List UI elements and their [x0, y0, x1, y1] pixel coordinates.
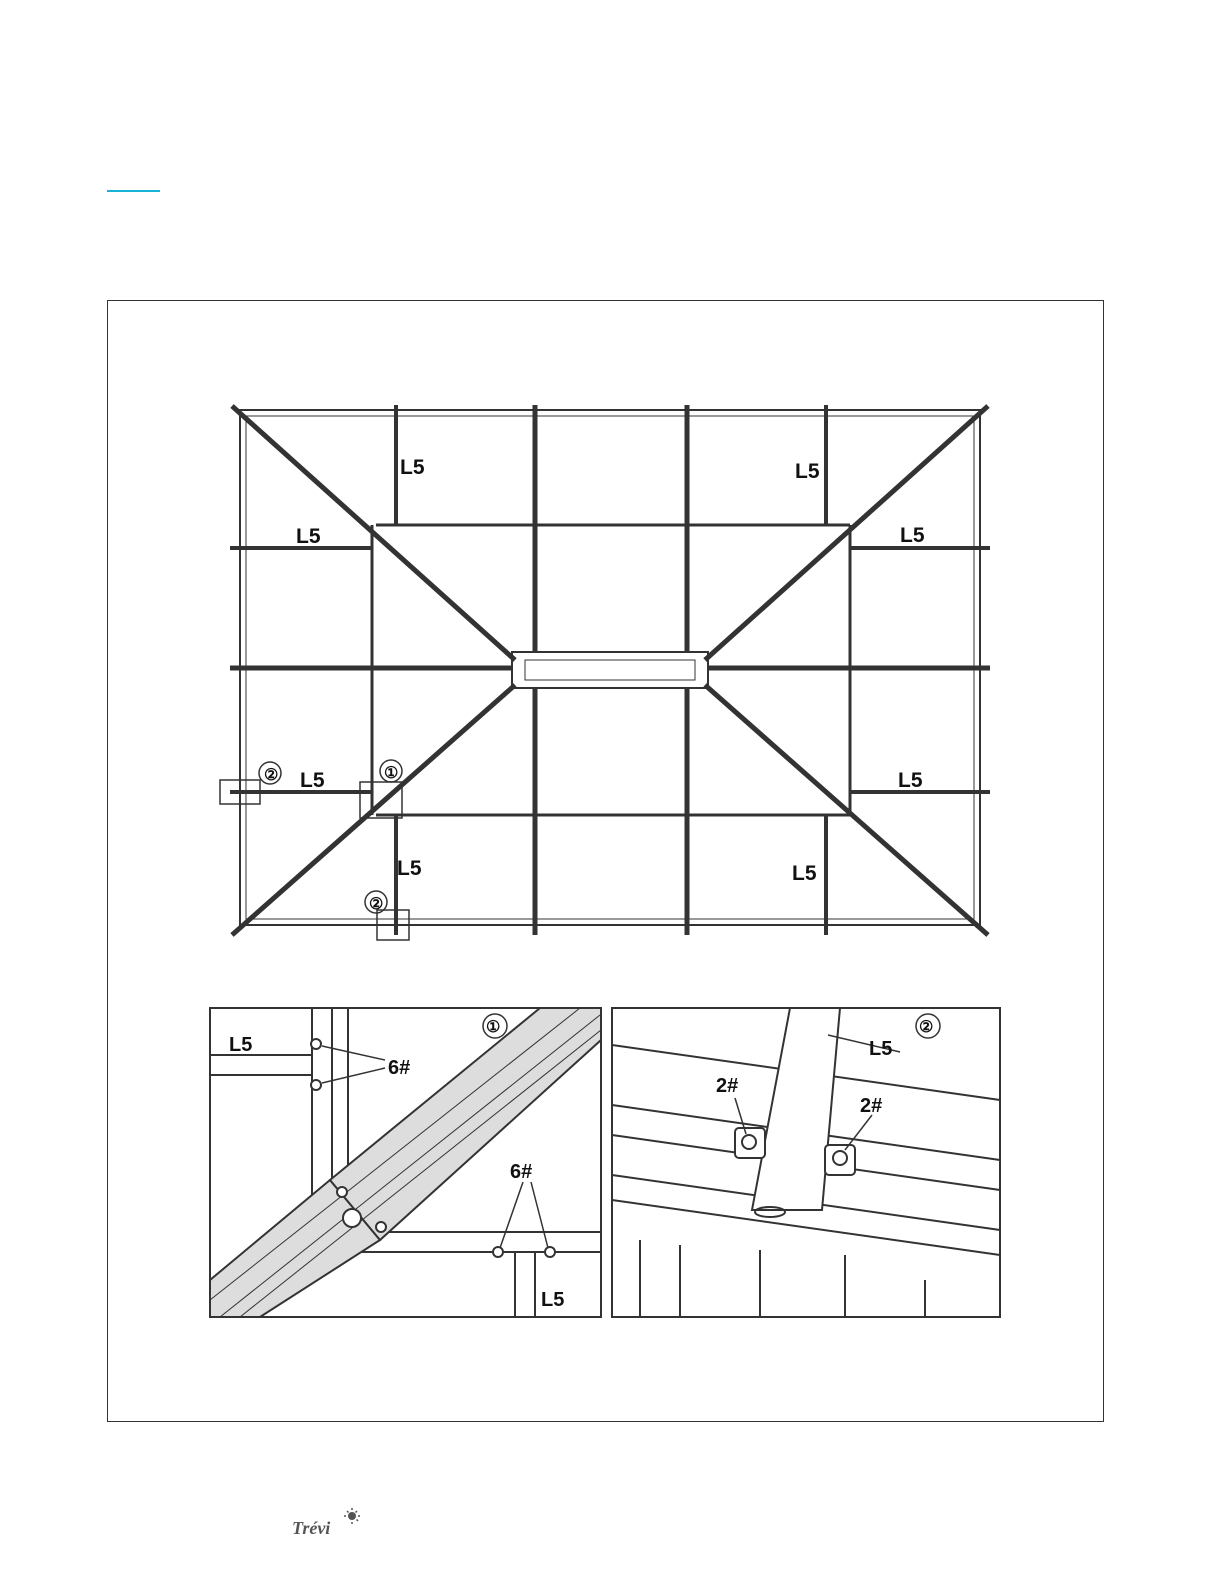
plan-label: L5 [792, 862, 817, 885]
diagonal-beam-br [705, 685, 988, 935]
detail-2-part-label: L5 [869, 1038, 893, 1060]
ridge-box-inner [525, 660, 695, 680]
plan-label: L5 [296, 525, 321, 548]
detail-1-screw-label: 6# [510, 1161, 533, 1183]
ridge-box [512, 652, 708, 688]
detail-2-screw-label-left: 2# [716, 1075, 739, 1097]
plan-label: L5 [300, 769, 325, 792]
plan-label: L5 [397, 857, 422, 880]
plan-label: L5 [900, 524, 925, 547]
brand-logo [290, 1508, 370, 1538]
callout-number: ② [369, 896, 384, 913]
detail-1-screw-label: 6# [388, 1057, 411, 1079]
detail-1-part-label-bottom: L5 [541, 1289, 565, 1311]
detail-1 [210, 1008, 601, 1317]
detail-2-screw-label-right: 2# [860, 1095, 883, 1117]
plan-label: L5 [795, 460, 820, 483]
detail-1-part-label: L5 [229, 1034, 253, 1056]
detail-2-number: ② [919, 1019, 934, 1036]
detail-1-number: ① [486, 1019, 501, 1036]
roof-plan [220, 405, 990, 940]
plan-label: L5 [400, 456, 425, 479]
diagonal-beam-tr [705, 406, 988, 660]
callout-number: ① [384, 765, 399, 782]
logo-text: Trévi [292, 1518, 331, 1538]
detail-2 [612, 1008, 1000, 1317]
plan-label: L5 [898, 769, 923, 792]
callout-number: ② [264, 767, 279, 784]
